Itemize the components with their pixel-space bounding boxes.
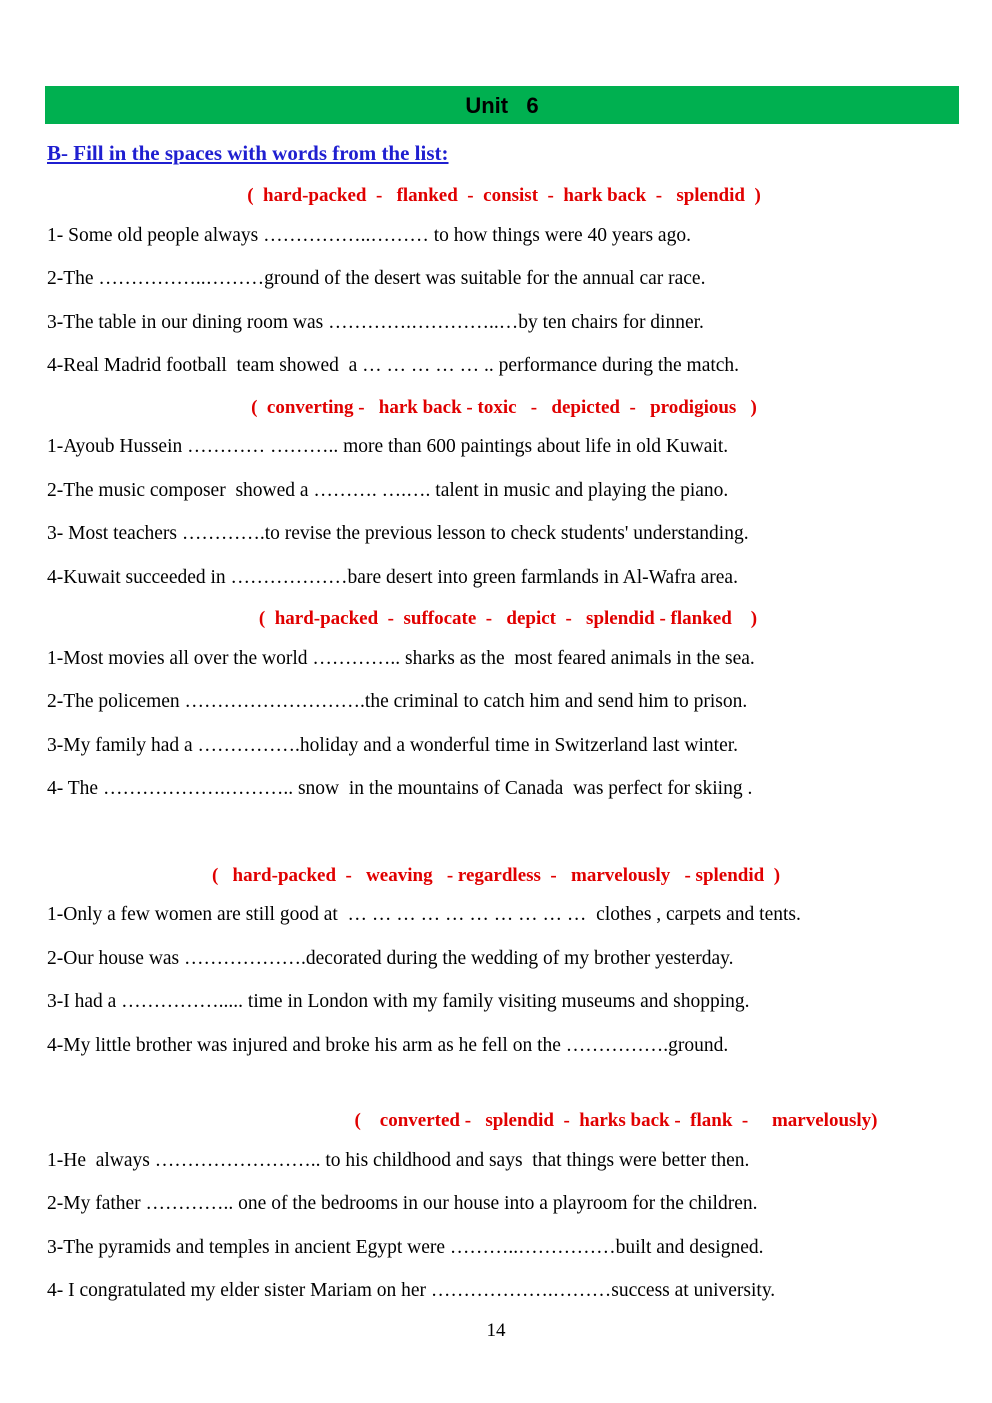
sentence: 3-The pyramids and temples in ancient Egypt were ………..……………built and designed.	[47, 1237, 764, 1258]
sentence: 4-My little brother was injured and broke his arm as he fell on the …………….ground.	[47, 1035, 729, 1056]
section-heading: B- Fill in the spaces with words from the list:	[47, 141, 449, 165]
sentence: 3-My family had a …………….holiday and a wonderful time in Switzerland last winter.	[47, 735, 739, 756]
sentence: 1- Some old people always ……………..……… to how things were 40 years ago.	[47, 225, 691, 246]
word-list: ( converting - hark back - toxic - depicted - prodigious )	[251, 397, 757, 418]
unit-title: Unit 6	[465, 93, 539, 118]
sentence: 1-Most movies all over the world ………….. sharks as the most feared animals in the sea.	[47, 648, 755, 669]
sentence: 3-I had a ……………..... time in London with my family visiting museums and shopping.	[47, 991, 750, 1012]
sentence: 1-Only a few women are still good at … … … … … … … … … … clothes , carpets and tents.	[47, 904, 801, 925]
word-list: ( hard-packed - flanked - consist - hark back - splendid )	[247, 185, 761, 206]
sentence: 2-The ……………..………ground of the desert was suitable for the annual car race.	[47, 268, 706, 289]
sentence: 3- Most teachers ………….to revise the previous lesson to check students' understanding.	[47, 523, 749, 544]
page-number: 14	[486, 1320, 506, 1341]
sentence: 3-The table in our dining room was ………….…………..…by ten chairs for dinner.	[47, 312, 704, 333]
sentence: 4- I congratulated my elder sister Mariam on her ……………….………success at university.	[47, 1280, 776, 1301]
word-list: ( hard-packed - suffocate - depict - splendid - flanked )	[258, 608, 758, 629]
word-list: ( converted - splendid - harks back - flank - marvelously)	[354, 1110, 878, 1131]
sentence: 4-Kuwait succeeded in ………………bare desert into green farmlands in Al-Wafra area.	[47, 567, 738, 588]
sentence: 4- The ……………….……….. snow in the mountains of Canada was perfect for skiing .	[47, 778, 753, 799]
sentence: 2-Our house was ……………….decorated during the wedding of my brother yesterday.	[47, 948, 734, 969]
sentence: 2-The policemen ……………………….the criminal to catch him and send him to prison.	[47, 691, 748, 712]
sentence: 1-Ayoub Hussein ………… ……….. more than 600 paintings about life in old Kuwait.	[47, 436, 729, 457]
sentence: 2-The music composer showed a ………. ….…. talent in music and playing the piano.	[47, 480, 729, 501]
sentence: 2-My father ………….. one of the bedrooms in our house into a playroom for the children.	[47, 1193, 758, 1214]
word-list: ( hard-packed - weaving - regardless - marvelously - splendid )	[211, 865, 781, 886]
unit-title-bar	[45, 86, 959, 124]
sentence: 4-Real Madrid football team showed a … … … … … .. performance during the match.	[47, 355, 740, 376]
sentence: 1-He always …………………….. to his childhood and says that things were better then.	[47, 1150, 750, 1171]
